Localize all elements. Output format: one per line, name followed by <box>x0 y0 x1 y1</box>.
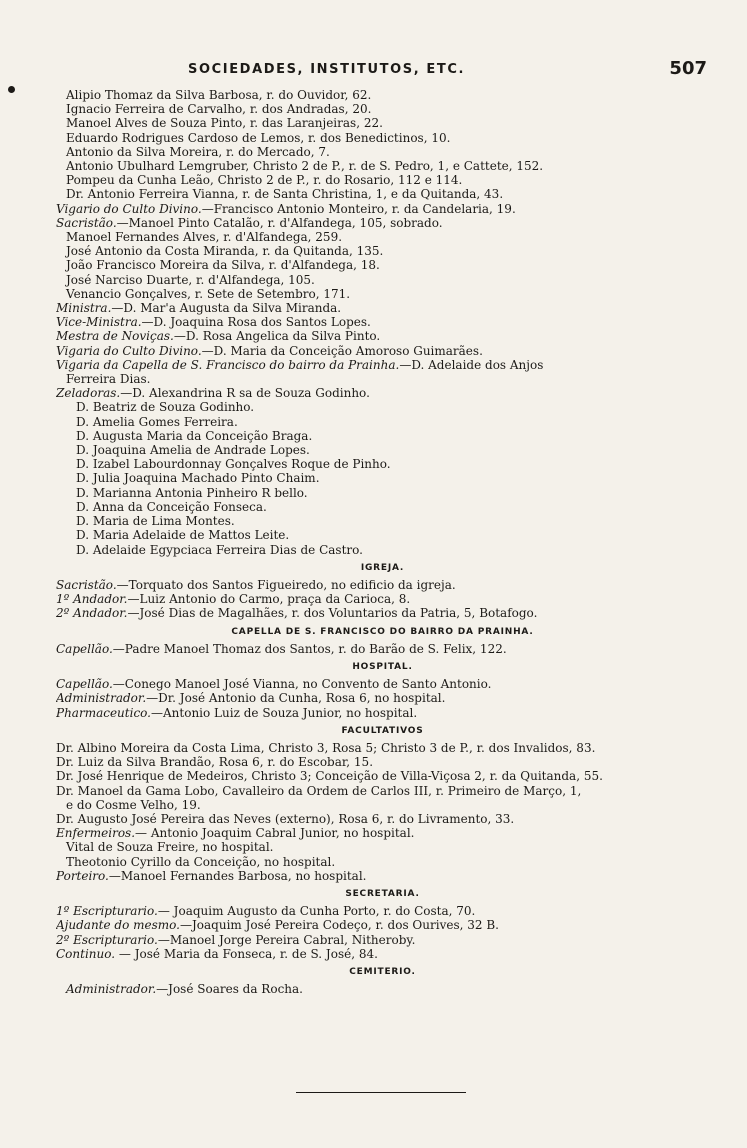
role-label: Mestra de Noviças. <box>56 329 174 344</box>
entry-text: —Luiz Antonio do Carmo, praça da Carioca, 8. <box>127 592 411 607</box>
entry-text: —José Dias de Magalhães, r. dos Voluntarios da Patria, 5, Botafogo. <box>127 606 538 621</box>
entry-zeladoras <box>56 386 709 400</box>
text-line: D. Beatriz de Souza Godinho. <box>76 400 255 415</box>
text-line: Venancio Gonçalves, r. Sete de Setembro, 171. <box>66 286 351 301</box>
role-label: Zeladoras. <box>56 386 121 401</box>
entry-andador-1 <box>56 592 709 606</box>
text-line: José Narciso Duarte, r. d'Alfandega, 105. <box>66 272 315 287</box>
text-line: D. Anna da Conceição Fonseca. <box>76 499 267 514</box>
text-line: Antonio Ubulhard Lemgruber, Christo 2 de P., r. de S. Pedro, 1, e Cattete, 152. <box>66 159 544 174</box>
running-title: SOCIEDADES, INSTITUTOS, ETC. <box>188 62 466 77</box>
margin-dot <box>8 86 15 93</box>
text-line: Dr. Albino Moreira da Costa Lima, Christo 3, Rosa 5; Christo 3 de P., r. dos Invalidos, 83. <box>56 740 596 755</box>
role-label: Capellão. <box>56 641 113 656</box>
entry-text: —José Soares da Rocha. <box>156 982 303 997</box>
role-label: Enfermeiros. <box>56 826 136 841</box>
section-heading-cemiterio: CEMITERIO. <box>349 966 416 977</box>
text-line: Pompeu da Cunha Leão, Christo 2 de P., r. do Rosario, 112 e 114. <box>66 173 463 188</box>
section-heading-igreja: IGREJA. <box>360 562 405 573</box>
text-line: Ignacio Ferreira de Carvalho, r. dos Andradas, 20. <box>66 102 372 117</box>
entry-porteiro <box>56 869 709 883</box>
entry-continuo <box>56 947 709 961</box>
section-heading-secretaria: SECRETARIA. <box>345 888 420 899</box>
text-line: José Antonio da Costa Miranda, r. da Quitanda, 135. <box>66 244 384 259</box>
text-line: Theotonio Cyrillo da Conceição, no hospital. <box>66 854 336 869</box>
entry-text: —Torquato dos Santos Figueiredo, no edificio da igreja. <box>116 577 456 592</box>
entry-andador-2 <box>56 606 709 620</box>
entry-text: —D. Maria da Conceição Amoroso Guimarães. <box>201 343 483 358</box>
entry-text: —Antonio Luiz de Souza Junior, no hospital. <box>151 705 418 720</box>
entry-enfermeiros <box>56 826 709 840</box>
entry-ministra <box>56 301 709 315</box>
entry-administrador <box>56 691 709 705</box>
document-body <box>56 88 709 996</box>
text-line: D. Joaquina Amelia de Andrade Lopes. <box>76 443 310 458</box>
entry-text: —Manoel Jorge Pereira Cabral, Nitheroby. <box>157 932 416 947</box>
role-label: Ajudante do mesmo. <box>56 918 180 933</box>
text-line: D. Augusta Maria da Conceição Braga. <box>76 428 313 443</box>
text-line: Dr. Luiz da Silva Brandão, Rosa 6, r. do Escobar, 15. <box>56 755 374 770</box>
role-label: Vigaria do Culto Divino. <box>56 343 202 358</box>
entry-continuation: Ferreira Dias. <box>66 372 151 387</box>
entry-text: —D. Rosa Angelica da Silva Pinto. <box>173 329 381 344</box>
text-line: D. Julia Joaquina Machado Pinto Chaim. <box>76 471 320 486</box>
page-header <box>0 58 747 84</box>
entry-text: — Antonio Joaquim Cabral Junior, no hospital. <box>135 826 415 841</box>
role-label: 1º Escripturario. <box>56 904 158 919</box>
role-label: Vigario do Culto Divino. <box>56 201 202 216</box>
section-heading-hospital: HOSPITAL. <box>352 661 413 672</box>
closing-rule <box>296 1092 466 1093</box>
entry-text: —D. Joaquina Rosa dos Santos Lopes. <box>141 315 371 330</box>
entry-vigaria-capella <box>56 358 709 372</box>
role-label: 2º Escripturario. <box>56 932 158 947</box>
text-line: Dr. Manoel da Gama Lobo, Cavalleiro da Ordem de Carlos III, r. Primeiro de Março, 1, <box>56 783 582 798</box>
role-label: 2º Andador. <box>56 606 128 621</box>
text-line: D. Izabel Labourdonnay Gonçalves Roque de Pinho. <box>76 457 391 472</box>
text-line: Manoel Fernandes Alves, r. d'Alfandega, 259. <box>66 230 343 245</box>
text-line: Dr. Augusto José Pereira das Neves (externo), Rosa 6, r. do Livramento, 33. <box>56 811 515 826</box>
text-line: Vital de Souza Freire, no hospital. <box>66 840 274 855</box>
entry-escripturario-1 <box>56 904 709 918</box>
role-label: Ministra. <box>56 301 112 316</box>
role-label: 1º Andador. <box>56 592 128 607</box>
role-label: Continuo. <box>56 946 116 961</box>
entry-vigaria-culto <box>56 344 709 358</box>
entry-text: —Joaquim José Pereira Codeço, r. dos Ourives, 32 B. <box>179 918 499 933</box>
entry-ajudante <box>56 918 709 932</box>
entry-text: —Dr. José Antonio da Cunha, Rosa 6, no hospital. <box>146 691 446 706</box>
entry-text: —Conego Manoel José Vianna, no Convento de Santo Antonio. <box>112 677 492 692</box>
entry-mestra <box>56 329 709 343</box>
role-label: Sacristão. <box>56 577 117 592</box>
entry-text: —Manoel Fernandes Barbosa, no hospital. <box>108 868 367 883</box>
section-heading-facultativos: FACULTATIVOS <box>341 725 424 736</box>
entry-capellao-prainha <box>56 642 709 656</box>
entry-text: — José Maria da Fonseca, r. de S. José, 84. <box>115 946 378 961</box>
page-number: 507 <box>669 58 707 79</box>
entry-text: —D. Mar'a Augusta da Silva Miranda. <box>111 301 342 316</box>
text-line: Manoel Alves de Souza Pinto, r. das Laranjeiras, 22. <box>66 116 383 131</box>
entry-pharmaceutico <box>56 706 709 720</box>
entry-text: —D. Adelaide dos Anjos <box>399 357 544 372</box>
text-line: Antonio da Silva Moreira, r. do Mercado, 7. <box>66 144 330 159</box>
text-line: Dr. Antonio Ferreira Vianna, r. de Santa Christina, 1, e da Quitanda, 43. <box>66 187 504 202</box>
role-label: Administrador. <box>56 691 147 706</box>
text-line: Dr. José Henrique de Medeiros, Christo 3; Conceição de Villa-Viçosa 2, r. da Quitanda, 55. <box>56 769 603 784</box>
section-heading-capella: CAPELLA DE S. FRANCISCO DO BAIRRO DA PRAINHA. <box>231 626 534 637</box>
entry-text: —Padre Manoel Thomaz dos Santos, r. do Barão de S. Felix, 122. <box>112 641 507 656</box>
text-line: D. Adelaide Egypciaca Ferreira Dias de Castro. <box>76 542 363 557</box>
entry-text: —Francisco Antonio Monteiro, r. da Candelaria, 19. <box>201 201 516 216</box>
text-line: Eduardo Rodrigues Cardoso de Lemos, r. dos Benedictinos, 10. <box>66 130 451 145</box>
role-label: Vice-Ministra. <box>56 315 142 330</box>
text-line: Alipio Thomaz da Silva Barbosa, r. do Ouvidor, 62. <box>66 88 372 102</box>
entry-vigario-culto <box>56 202 709 216</box>
entry-sacristao <box>56 216 709 230</box>
role-label: Vigaria da Capella de S. Francisco do bairro da Prainha. <box>56 357 400 372</box>
entry-escripturario-2 <box>56 933 709 947</box>
text-line: D. Amelia Gomes Ferreira. <box>76 414 238 429</box>
text-line: D. Maria Adelaide de Mattos Leite. <box>76 528 290 543</box>
role-label: Sacristão. <box>56 215 117 230</box>
role-label: Administrador. <box>66 982 157 997</box>
entry-continuation: e do Cosme Velho, 19. <box>66 797 201 812</box>
role-label: Capellão. <box>56 677 113 692</box>
entry-text: —Manoel Pinto Catalão, r. d'Alfandega, 105, sobrado. <box>116 215 443 230</box>
entry-administrador-cemiterio <box>56 982 709 996</box>
entry-text: —D. Alexandrina R sa de Souza Godinho. <box>120 386 370 401</box>
entry-text: — Joaquim Augusto da Cunha Porto, r. do Costa, 70. <box>157 904 476 919</box>
text-line: D. Marianna Antonia Pinheiro R bello. <box>76 485 308 500</box>
entry-vice-ministra <box>56 315 709 329</box>
entry-capellao-hospital <box>56 677 709 691</box>
text-line: D. Maria de Lima Montes. <box>76 514 235 529</box>
text-line: João Francisco Moreira da Silva, r. d'Alfandega, 18. <box>66 258 380 273</box>
role-label: Porteiro. <box>56 868 109 883</box>
entry-sacristao-igreja <box>56 578 709 592</box>
role-label: Pharmaceutico. <box>56 705 151 720</box>
